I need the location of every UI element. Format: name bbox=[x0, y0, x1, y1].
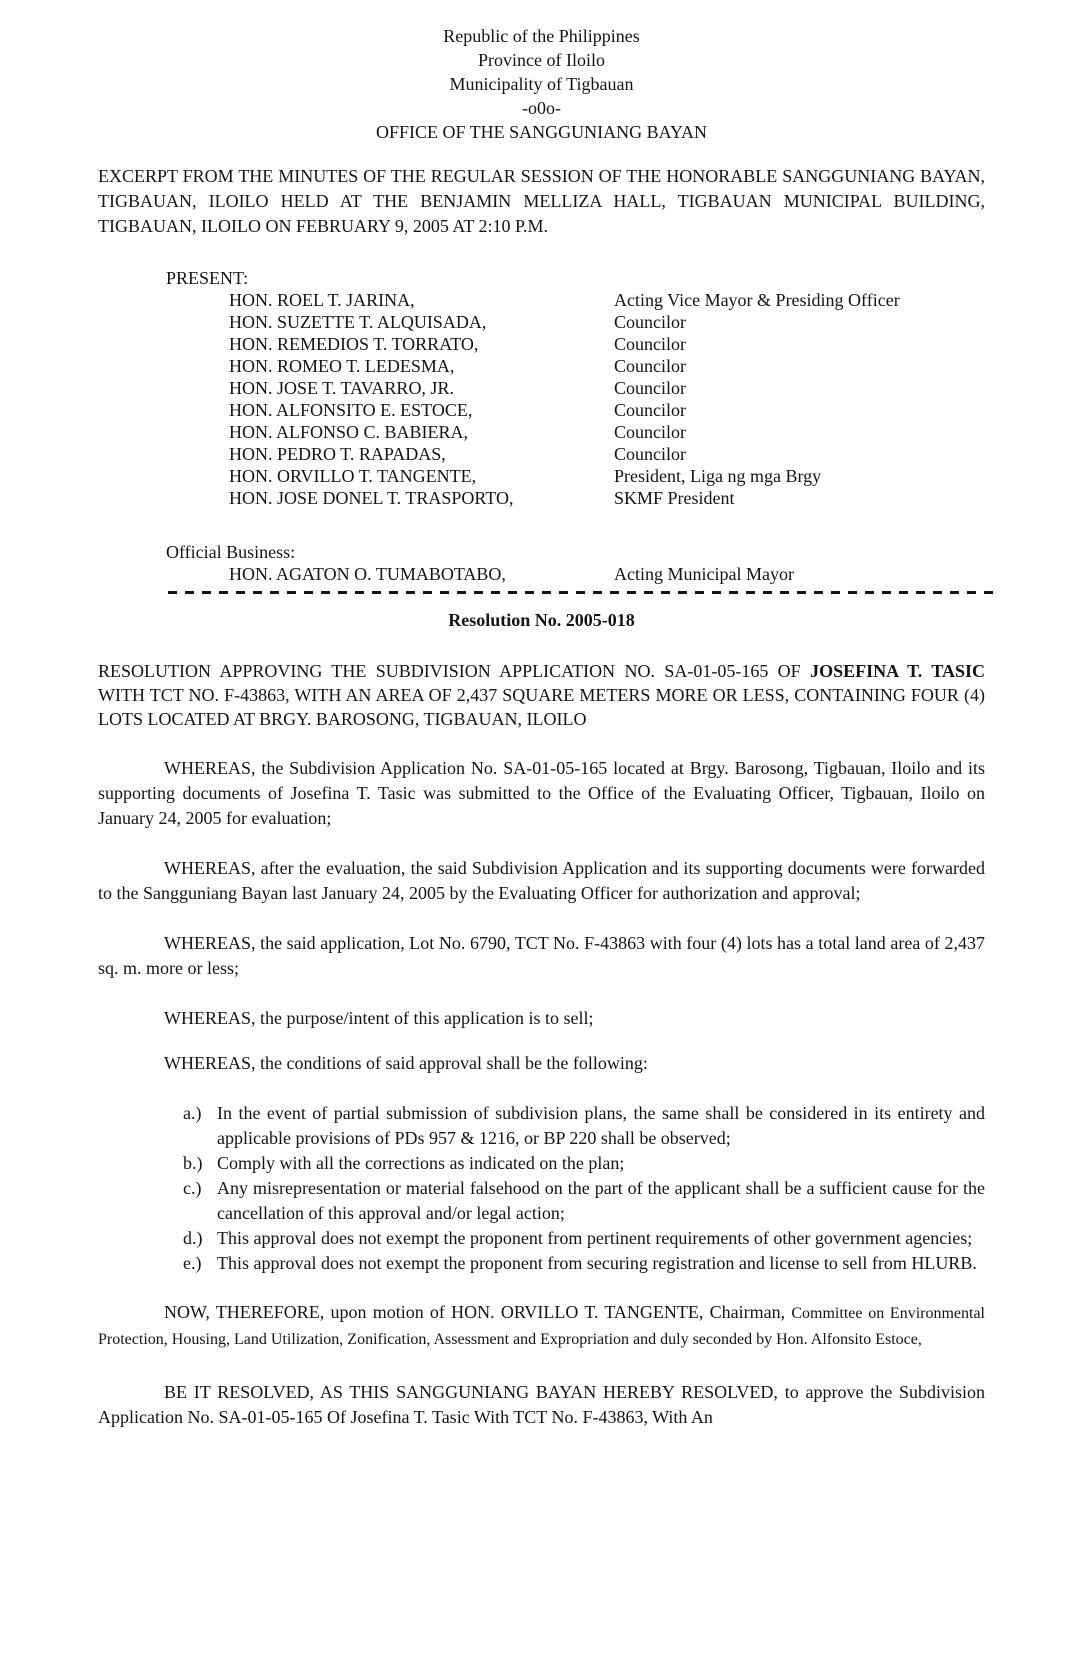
whereas-paragraph: WHEREAS, the Subdivision Application No. SA-01-05-165 located at Brgy. Barosong, Tigbauan, Iloilo and its supporting documents of Josefina T. Tasic was submitted to the Office of the Evaluating Officer, Tigbauan, Iloilo on January 24, 2005 for evaluation; bbox=[98, 758, 985, 828]
attendee-role: SKMF President bbox=[614, 488, 735, 508]
whereas-section bbox=[98, 756, 985, 1076]
attendee-name: HON. JOSE T. TAVARRO, JR. bbox=[229, 378, 454, 398]
dashed-divider bbox=[168, 591, 998, 594]
resolved-paragraph: BE IT RESOLVED, AS THIS SANGGUNIANG BAYAN HEREBY RESOLVED, to approve the Subdivision Application No. SA-01-05-165 Of Josefina T. Tasic With TCT No. F-43863, With An bbox=[98, 1382, 985, 1427]
attendee-row bbox=[229, 465, 985, 487]
official-business-label: Official Business: bbox=[166, 542, 296, 562]
attendee-row bbox=[229, 421, 985, 443]
motion-lead: NOW, THEREFORE, upon motion of HON. ORVILLO T. TANGENTE, Chairman, bbox=[164, 1302, 792, 1322]
condition-item bbox=[183, 1251, 985, 1276]
header-line: -o0o- bbox=[522, 98, 561, 118]
attendee-row bbox=[229, 399, 985, 421]
condition-text: This approval does not exempt the proponent from securing registration and license to sell from HLURB. bbox=[217, 1253, 977, 1273]
whereas-paragraph: WHEREAS, after the evaluation, the said Subdivision Application and its supporting documents were forwarded to the Sangguniang Bayan last January 24, 2005 by the Evaluating Officer for authorization and approval; bbox=[98, 858, 985, 903]
motion-committee: Committee on Environmental Protection, Housing, Land Utilization, Zonification, Assessment and Expropriation and duly seconded by Hon. Alfonsito Estoce, bbox=[98, 1305, 986, 1348]
attendee-row bbox=[229, 355, 985, 377]
attendee-row bbox=[229, 563, 985, 585]
attendee-role: Councilor bbox=[614, 334, 686, 354]
present-label: PRESENT: bbox=[166, 268, 249, 288]
resolution-title-post: WITH TCT NO. F-43863, WITH AN AREA OF 2,437 SQUARE METERS MORE OR LESS, CONTAINING FOUR (4) LOTS LOCATED AT BRGY. BAROSONG, TIGBAUAN, ILOILO bbox=[98, 685, 985, 729]
excerpt-paragraph: EXCERPT FROM THE MINUTES OF THE REGULAR SESSION OF THE HONORABLE SANGGUNIANG BAYAN, TIGBAUAN, ILOILO HELD AT THE BENJAMIN MELLIZA HALL, TIGBAUAN MUNICIPAL BUILDING, TIGBAUAN, ILOILO ON FEBRUARY 9, 2005 AT 2:10 P.M. bbox=[98, 166, 985, 236]
resolution-number: Resolution No. 2005-018 bbox=[448, 610, 635, 630]
attendee-role: Councilor bbox=[614, 356, 686, 376]
attendee-role: President, Liga ng mga Brgy bbox=[614, 466, 822, 486]
condition-marker: a.) bbox=[183, 1103, 202, 1123]
condition-text: This approval does not exempt the proponent from pertinent requirements of other government agencies; bbox=[217, 1228, 973, 1248]
whereas-paragraph: WHEREAS, the conditions of said approval shall be the following: bbox=[164, 1053, 648, 1073]
motion-paragraph bbox=[98, 1300, 985, 1352]
attendee-name: HON. ALFONSO C. BABIERA, bbox=[229, 422, 469, 442]
whereas-paragraph: WHEREAS, the purpose/intent of this application is to sell; bbox=[164, 1008, 594, 1028]
condition-item bbox=[183, 1226, 985, 1251]
header-line: Municipality of Tigbauan bbox=[449, 74, 634, 94]
condition-text: In the event of partial submission of subdivision plans, the same shall be considered in its entirety and applicable provisions of PDs 957 & 1216, or BP 220 shall be observed; bbox=[217, 1103, 985, 1148]
attendee-name: HON. REMEDIOS T. TORRATO, bbox=[229, 334, 479, 354]
attendee-name: HON. ROEL T. JARINA, bbox=[229, 290, 415, 310]
condition-marker: b.) bbox=[183, 1153, 203, 1173]
present-roster bbox=[98, 289, 985, 509]
condition-marker: e.) bbox=[183, 1253, 202, 1273]
resolution-title-pre: RESOLUTION APPROVING THE SUBDIVISION APPLICATION NO. SA-01-05-165 OF bbox=[98, 661, 811, 681]
official-business-roster bbox=[98, 563, 985, 585]
attendee-name: HON. ALFONSITO E. ESTOCE, bbox=[229, 400, 473, 420]
resolution-title-paragraph bbox=[98, 659, 985, 731]
condition-text: Comply with all the corrections as indicated on the plan; bbox=[217, 1153, 625, 1173]
condition-item bbox=[183, 1151, 985, 1176]
attendee-role: Acting Vice Mayor & Presiding Officer bbox=[614, 290, 900, 310]
attendee-row bbox=[229, 289, 985, 311]
official-business-section bbox=[98, 541, 985, 585]
attendee-role: Acting Municipal Mayor bbox=[614, 564, 794, 584]
document-header bbox=[98, 24, 985, 144]
header-line: OFFICE OF THE SANGGUNIANG BAYAN bbox=[375, 122, 708, 142]
condition-item bbox=[183, 1101, 985, 1151]
conditions-list bbox=[183, 1101, 985, 1276]
whereas-paragraph: WHEREAS, the said application, Lot No. 6790, TCT No. F-43863 with four (4) lots has a total land area of 2,437 sq. m. more or less; bbox=[98, 933, 985, 978]
attendee-row bbox=[229, 377, 985, 399]
attendee-name: HON. PEDRO T. RAPADAS, bbox=[229, 444, 446, 464]
condition-text: Any misrepresentation or material falsehood on the part of the applicant shall be a sufficient cause for the cancellation of this approval and/or legal action; bbox=[217, 1178, 985, 1223]
header-line: Republic of the Philippines bbox=[443, 26, 640, 46]
condition-marker: d.) bbox=[183, 1228, 203, 1248]
attendee-role: Councilor bbox=[614, 422, 686, 442]
condition-marker: c.) bbox=[183, 1178, 202, 1198]
present-section bbox=[98, 267, 985, 509]
attendee-row bbox=[229, 487, 985, 509]
attendee-row bbox=[229, 333, 985, 355]
attendee-name: HON. SUZETTE T. ALQUISADA, bbox=[229, 312, 487, 332]
attendee-row bbox=[229, 311, 985, 333]
condition-item bbox=[183, 1176, 985, 1226]
attendee-name: HON. AGATON O. TUMABOTABO, bbox=[229, 564, 506, 584]
attendee-role: Councilor bbox=[614, 378, 686, 398]
attendee-name: HON. JOSE DONEL T. TRASPORTO, bbox=[229, 488, 514, 508]
attendee-role: Councilor bbox=[614, 312, 686, 332]
attendee-name: HON. ORVILLO T. TANGENTE, bbox=[229, 466, 477, 486]
attendee-name: HON. ROMEO T. LEDESMA, bbox=[229, 356, 455, 376]
attendee-row bbox=[229, 443, 985, 465]
attendee-role: Councilor bbox=[614, 444, 686, 464]
header-line: Province of Iloilo bbox=[478, 50, 605, 70]
attendee-role: Councilor bbox=[614, 400, 686, 420]
applicant-name: JOSEFINA T. TASIC bbox=[810, 661, 986, 681]
